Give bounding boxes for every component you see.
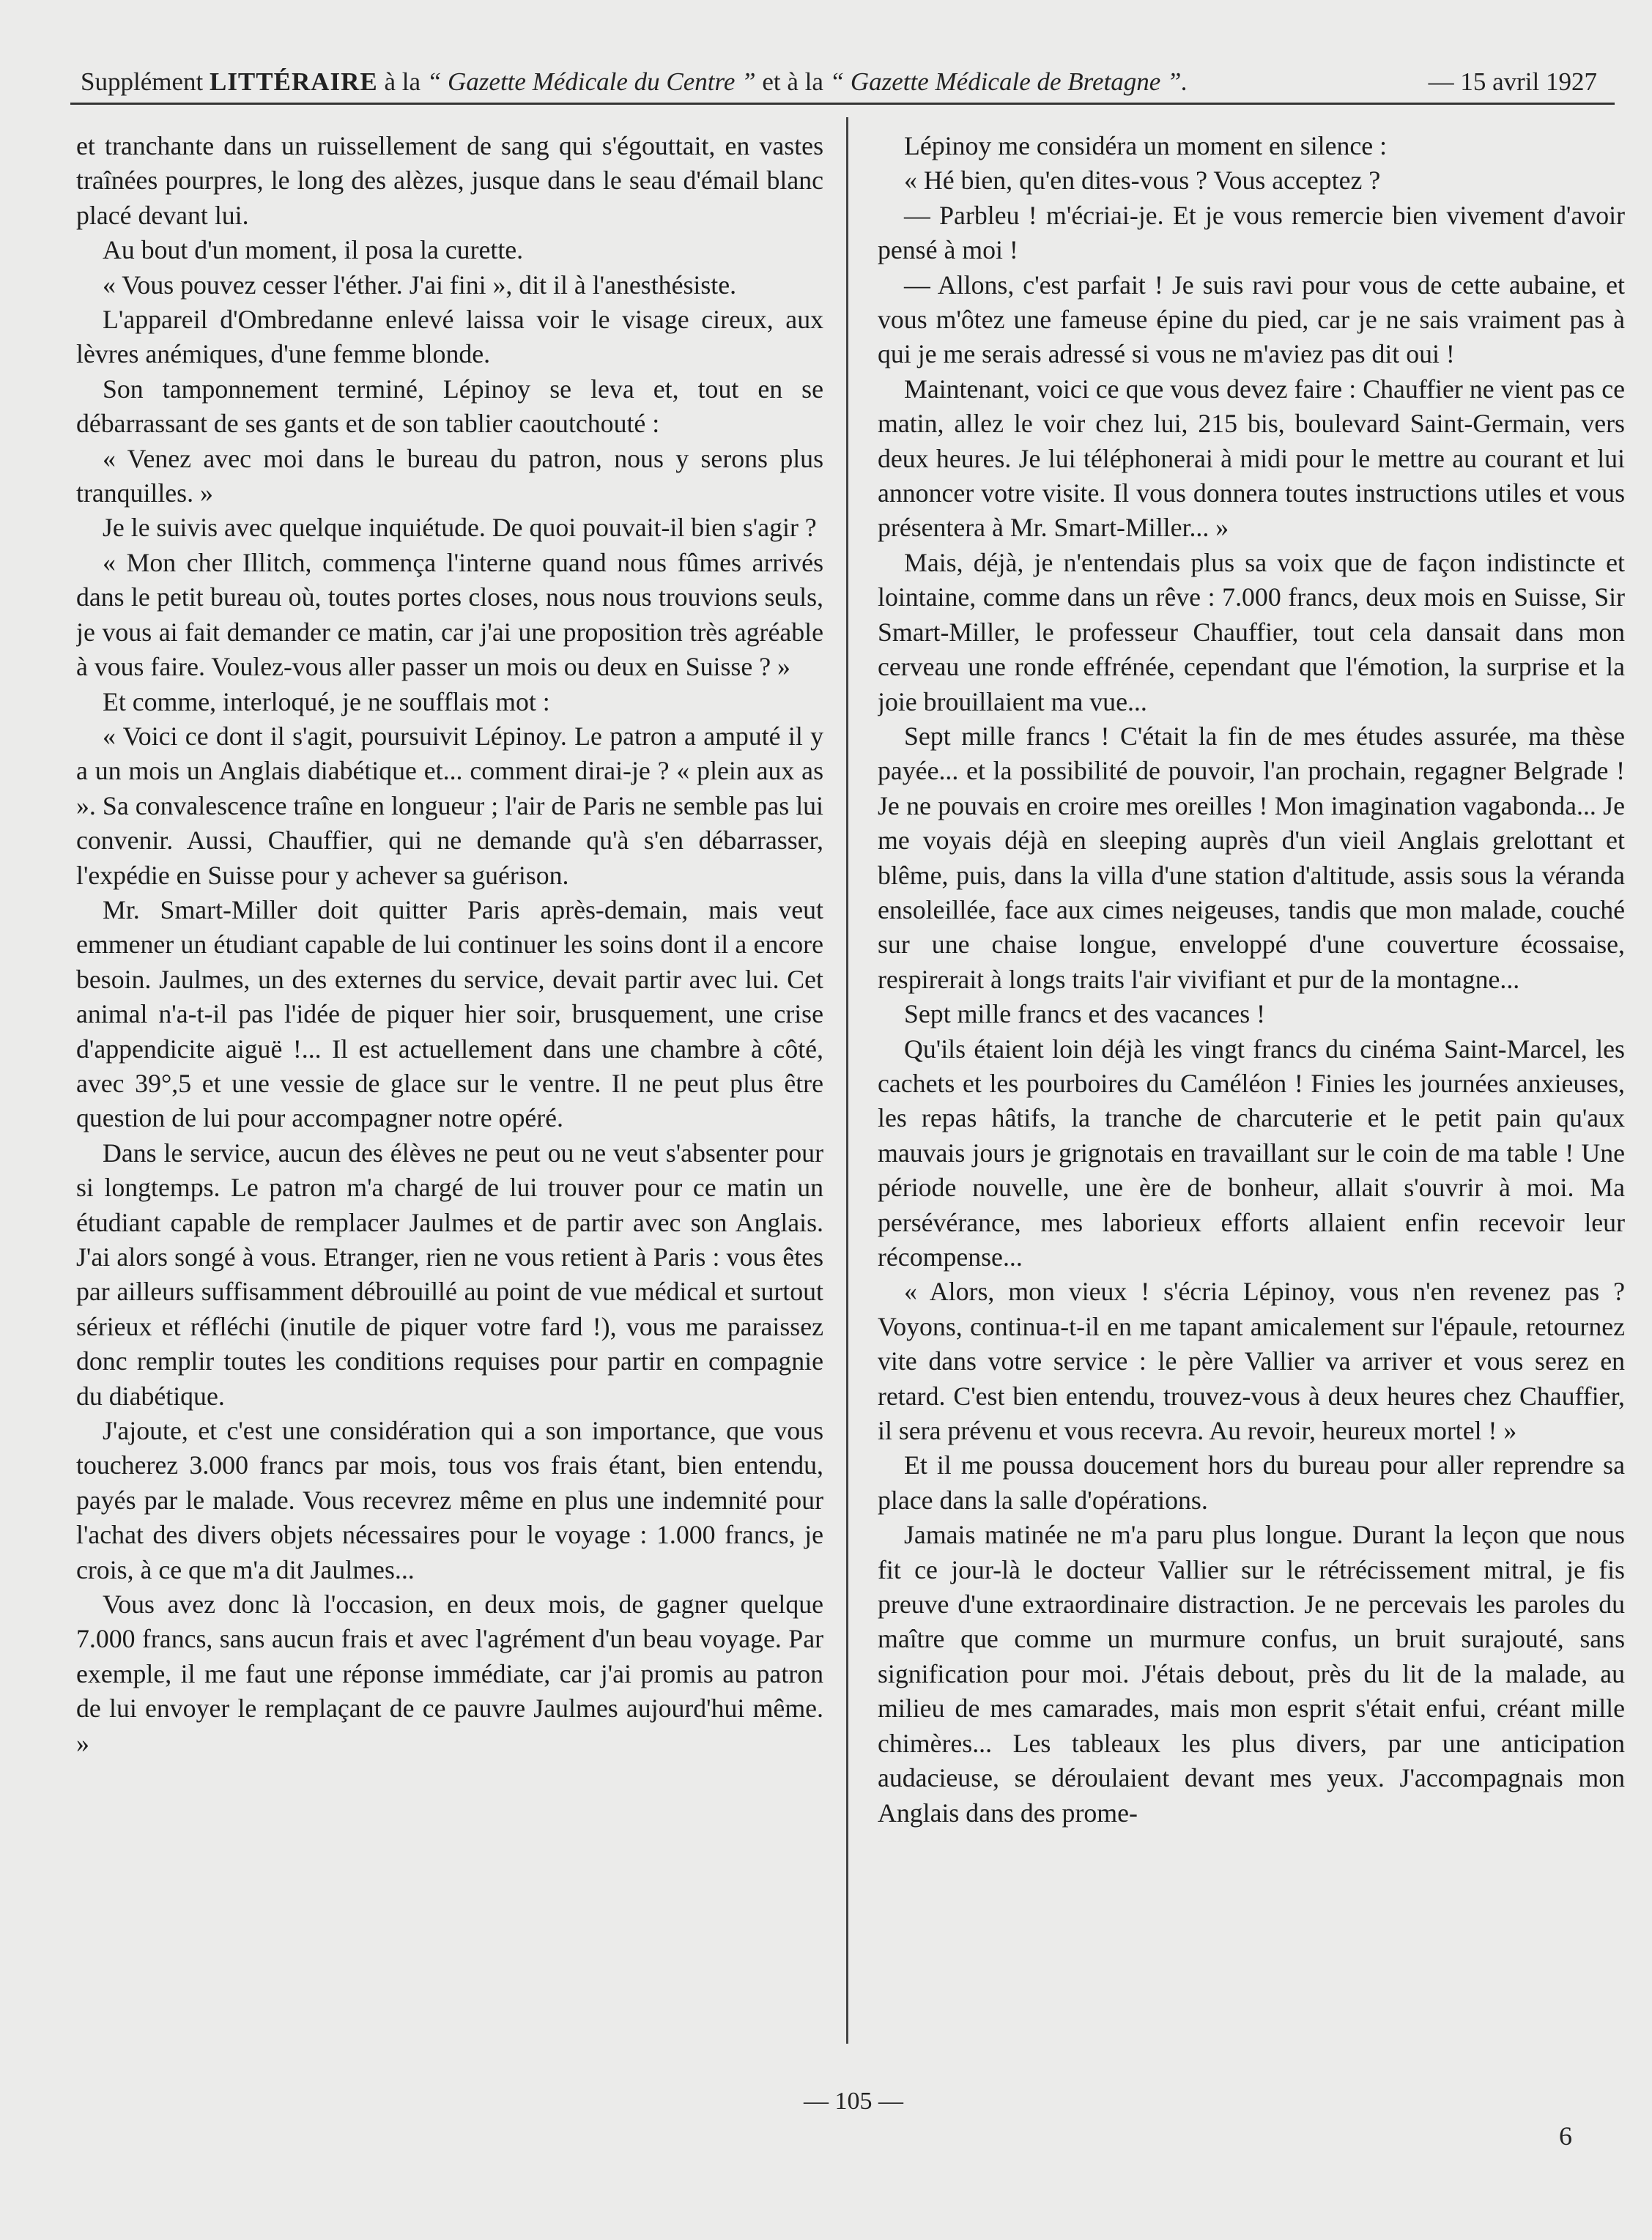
paragraph: Lépinoy me considéra un moment en silence : — [904, 131, 1388, 160]
paragraph: Vous avez donc là l'occasion, en deux mois, de gagner quelque 7.000 francs, sans aucun frais et avec l'agrément d'un beau voyage. Par exemple, il me faut une réponse immédiate, car j'ai promis au patron de lui envoyer le remplaçant de ce pauvre Jaulmes aujourd'hui même. » — [76, 1590, 823, 1758]
paragraph: Sept mille francs ! C'était la fin de mes études assurée, ma thèse payée... et la possibilité de pouvoir, l'an prochain, regagner Belgrade ! Je ne pouvais en croire mes oreilles ! Mon imagination vagabonda... Je me voyais déjà en sleeping auprès d'un vieil Anglais grelottant et blême, puis, dans la villa d'une station d'altitude, assis sous la véranda ensoleillée, face aux cimes neigeuses, tandis que mon malade, couché sur une chaise longue, enveloppé d'une couverture écossaise, respirerait à longs traits l'air vivifiant et pur de la montagne... — [878, 721, 1625, 994]
paragraph: Jamais matinée ne m'a paru plus longue. Durant la leçon que nous fit ce jour-là le docteur Vallier sur le rétrécissement mitral, je fis preuve d'une extraordinaire distraction. Je ne percevais les paroles du maître que comme un murmure confus, un bruit surajouté, sans signification pour moi. J'étais debout, près du lit de la malade, au milieu de mes camarades, mais mon esprit s'était enfui, créant mille chimères... Les tableaux les plus divers, par une anticipation audacieuse, se déroulaient devant mes yeux. J'accompagnais mon Anglais dans des prome- — [878, 1520, 1625, 1828]
paragraph: Sept mille francs et des vacances ! — [904, 999, 1265, 1029]
paragraph: « Voici ce dont il s'agit, poursuivit Lépinoy. Le patron a amputé il y a un mois un Anglais diabétique et... comment dirai-je ? « plein aux as ». Sa convalescence traîne en longueur ; l'air de Paris ne semble pas lui convenir. Aussi, Chauffier, qui ne demande qu'à s'en débarrasser, l'expédie en Suisse pour y achever sa guérison. — [76, 721, 823, 890]
right-column — [878, 129, 1625, 2048]
page-number: — 105 — — [804, 2088, 903, 2115]
paragraph: « Mon cher Illitch, commença l'interne quand nous fûmes arrivés dans le petit bureau où, toutes portes closes, nous nous trouvions seuls, je vous ai fait demander ce matin, car j'ai une proposition très agréable à vous faire. Voulez-vous aller passer un mois ou deux en Suisse ? » — [76, 547, 823, 682]
paragraph: Mr. Smart-Miller doit quitter Paris après-demain, mais veut emmener un étudiant capable de lui continuer les soins dont il a encore besoin. Jaulmes, un des externes du service, devait partir avec lui. Cet animal n'a-t-il pas l'idée de piquer hier soir, brusquement, une crise d'appendicite aiguë !... Il est actuellement dans une chambre à côté, avec 39°,5 et une vessie de glace sur le ventre. Il ne peut plus être question de lui pour accompagner notre opéré. — [76, 894, 823, 1133]
paragraph: L'appareil d'Ombredanne enlevé laissa voir le visage cireux, aux lèvres anémiques, d'une femme blonde. — [76, 305, 823, 369]
paragraph: — Parbleu ! m'écriai-je. Et je vous remercie bien vivement d'avoir pensé à moi ! — [878, 200, 1625, 265]
paragraph: « Alors, mon vieux ! s'écria Lépinoy, vous n'en revenez pas ? Voyons, continua-t-il en me tapant amicalement sur l'épaule, retournez vite dans votre service : le père Vallier va arriver et vous serez en retard. C'est bien entendu, trouvez-vous à deux heures chez Chauffier, il sera prévenu et vous recevra. Au revoir, heureux mortel ! » — [878, 1277, 1625, 1446]
header-supplement: Supplément — [81, 67, 204, 96]
page-header — [81, 60, 1597, 104]
header-date: — 15 avril 1927 — [1428, 67, 1597, 96]
header-gazette-bretagne: “ Gazette Médicale de Bretagne ”. — [829, 67, 1188, 96]
paragraph: et tranchante dans un ruissellement de sang qui s'égouttait, en vastes traînées pourpres, le long des alèzes, jusque dans le seau d'émail blanc placé devant lui. — [76, 131, 823, 230]
signature-mark: 6 — [1559, 2121, 1572, 2151]
paragraph: Son tamponnement terminé, Lépinoy se leva et, tout en se débarrassant de ses gants et de son tablier caoutchouté : — [76, 374, 823, 439]
paragraph: Au bout d'un moment, il posa la curette. — [103, 235, 524, 265]
column-divider — [846, 117, 848, 2044]
paragraph: Et comme, interloqué, je ne soufflais mot : — [103, 686, 550, 716]
paragraph: J'ajoute, et c'est une considération qui a son importance, que vous toucherez 3.000 francs par mois, tous vos frais étant, bien entendu, payés par le malade. Vous recevrez même en plus une indemnité pour l'achat des divers objets nécessaires pour le voyage : 1.000 francs, je crois, à ce que m'a dit Jaulmes... — [76, 1416, 823, 1584]
paragraph: « Hé bien, qu'en dites-vous ? Vous acceptez ? — [904, 166, 1381, 196]
header-gazette-centre: “ Gazette Médicale du Centre ” — [426, 67, 756, 96]
paragraph: « Venez avec moi dans le bureau du patron, nous y serons plus tranquilles. » — [76, 443, 823, 508]
paragraph: Mais, déjà, je n'entendais plus sa voix que de façon indistincte et lointaine, comme dans un rêve : 7.000 francs, deux mois en Suisse, Sir Smart-Miller, le professeur Chauffier, tout cela dansait dans mon cerveau une ronde effrénée, cependant que l'émotion, la surprise et la joie brouillaient ma vue... — [878, 547, 1625, 716]
paragraph: Je le suivis avec quelque inquiétude. De quoi pouvait-il bien s'agir ? — [103, 513, 817, 543]
header-et-a-la: et à la — [762, 67, 823, 96]
header-litteraire: LITTÉRAIRE — [209, 67, 378, 96]
paragraph: Dans le service, aucun des élèves ne peut ou ne veut s'absenter pour si longtemps. Le patron m'a chargé de lui trouver pour ce matin un étudiant capable de remplacer Jaulmes et de partir avec son Anglais. J'ai alors songé à vous. Etranger, rien ne vous retient à Paris : vous êtes par ailleurs suffisamment débrouillé au point de vue médical et surtout sérieux et réfléchi (inutile de piquer votre fard !), vous me paraissez donc remplir toutes les conditions requises pour partir en compagnie du diabétique. — [76, 1138, 823, 1411]
paragraph: Qu'ils étaient loin déjà les vingt francs du cinéma Saint-Marcel, les cachets et les pourboires du Caméléon ! Finies les journées anxieuses, les repas hâtifs, la tranche de charcuterie et le petit pain qu'aux mauvais jours je grignotais en travaillant sur le coin de ma table ! Une période nouvelle, une ère de bonheur, allait s'ouvrir à moi. Ma persévérance, mes laborieux efforts allaient enfin recevoir leur récompense... — [878, 1034, 1625, 1272]
left-column — [76, 129, 823, 2048]
paragraph: Et il me poussa doucement hors du bureau pour aller reprendre sa place dans la salle d'opérations. — [878, 1450, 1625, 1515]
paragraph: Maintenant, voici ce que vous devez faire : Chauffier ne vient pas ce matin, allez le voir chez lui, 215 bis, boulevard Saint-Germain, vers deux heures. Je lui téléphonerai à midi pour le mettre au courant et lui annoncer votre visite. Il vous donnera toutes instructions utiles et vous présentera à Mr. Smart-Miller... » — [878, 374, 1625, 543]
paragraph: « Vous pouvez cesser l'éther. J'ai fini », dit il à l'anesthésiste. — [103, 270, 737, 300]
header-rule — [70, 103, 1615, 105]
header-a-la: à la — [384, 67, 421, 96]
paragraph: — Allons, c'est parfait ! Je suis ravi pour vous de cette aubaine, et vous m'ôtez une fameuse épine du pied, car je ne sais vraiment pas à qui je me serais adressé si vous ne m'aviez pas dit oui ! — [878, 270, 1625, 369]
